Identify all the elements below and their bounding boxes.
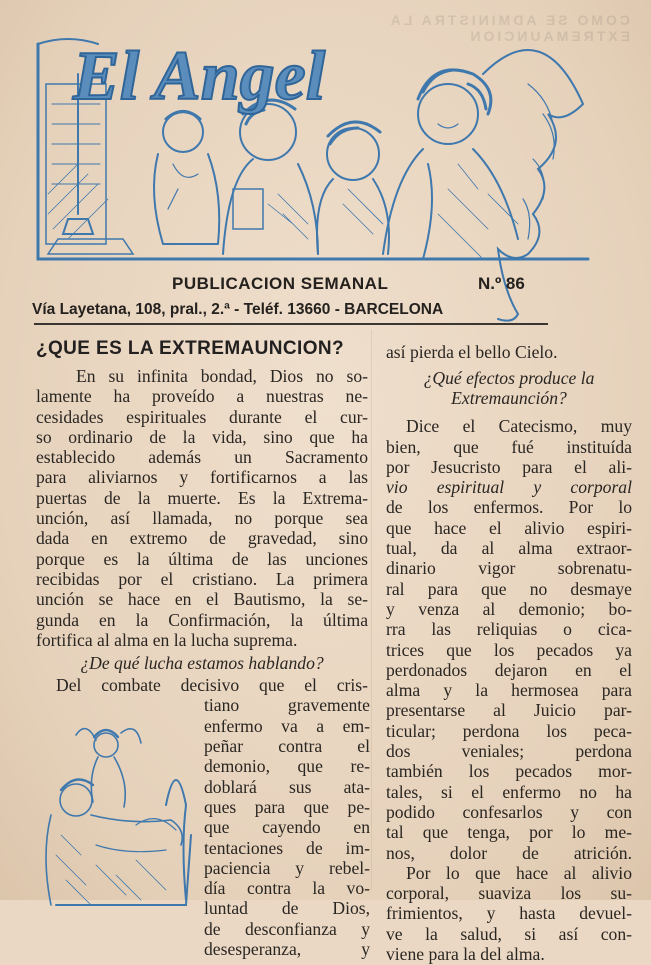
question-heading: ¿De qué lucha estamos hablando? bbox=[80, 653, 324, 674]
text-line: dos veniales; perdona bbox=[386, 741, 632, 762]
wrap-column bbox=[204, 695, 370, 959]
article-title: ¿QUE ES LA EXTREMAUNCION? bbox=[36, 338, 345, 359]
header-rule bbox=[34, 323, 548, 325]
text-line: enfermo va a em- bbox=[204, 715, 370, 736]
issue-number: N.º 86 bbox=[478, 274, 525, 293]
text-line: también los pecados mor- bbox=[386, 761, 632, 782]
text-line: peñar contra el bbox=[204, 736, 370, 757]
text-line: ques para que pe- bbox=[204, 796, 370, 817]
text-line: desesperanza, y bbox=[204, 939, 370, 960]
text-line: para aliviarnos y fortificarnos a las bbox=[36, 467, 368, 488]
text-line: puertas de la muerte. Es la Extrema- bbox=[36, 487, 368, 508]
text-line: lamente ha proveído a nuestras ne- bbox=[36, 386, 368, 407]
question-line: ¿Qué efectos produce la bbox=[423, 368, 595, 389]
text-line: Dice el Catecismo, muy bbox=[406, 416, 632, 437]
text-line: tiano gravemente bbox=[204, 695, 370, 716]
bleed-through-header: COMO SE ADMINISTRA LA EXTREMAUNCION bbox=[388, 12, 630, 44]
text-line: recibidas por el cristiano. La primera bbox=[36, 568, 368, 589]
text-line: tentaciones de im- bbox=[204, 837, 370, 858]
answer-first-line: Del combate decisivo que el cris- bbox=[56, 675, 368, 696]
text-line: unción se hace en el Bautismo, la se- bbox=[36, 589, 368, 610]
text-line: unción, así llamada, no porque sea bbox=[36, 508, 368, 529]
text-line: En su infinita bondad, Dios no so- bbox=[76, 366, 368, 386]
text-line: y venza al demonio; bo- bbox=[386, 598, 632, 619]
text-line: presentarse al Juicio par- bbox=[386, 700, 632, 721]
logo-text: El Angel bbox=[73, 38, 326, 115]
text-line: trices que los pecados ya bbox=[386, 639, 632, 660]
column-left bbox=[36, 338, 368, 965]
text-line: de desconfianza y bbox=[204, 918, 370, 939]
text-line: cesidades espirituales durante el cur- bbox=[36, 406, 368, 427]
wrapped-answer bbox=[36, 695, 368, 965]
text-line: dinario vigor sobrenatu- bbox=[386, 558, 632, 579]
text-line: día contra la vo- bbox=[204, 878, 370, 899]
text-line: ral para que no desmaye bbox=[386, 578, 632, 599]
text-line: fortifica al alma en la lucha suprema. bbox=[36, 629, 298, 650]
text-line: que hace el alivio espiri- bbox=[386, 517, 632, 538]
text-line: bien, que fué instituída bbox=[386, 436, 632, 457]
text-line: establecido además un Sacramento bbox=[36, 447, 368, 468]
text-line: frimientos, y hasta devuel- bbox=[386, 903, 632, 924]
question-line: Extremaunción? bbox=[451, 388, 567, 409]
address-line: Vía Layetana, 108, pral., 2.ª - Teléf. 13660 - BARCELONA bbox=[32, 301, 444, 318]
text-line: dada en extremo de gravedad, sino bbox=[36, 528, 368, 549]
text-line: so ordinario de la vida, sino que ha bbox=[36, 426, 368, 447]
text-line: vio espiritual y corporal bbox=[386, 477, 632, 498]
text-line: viene para la del alma. bbox=[386, 944, 545, 965]
text-line: ticular; perdona los peca- bbox=[386, 720, 632, 741]
continued-line: así pierda el bello Cielo. bbox=[386, 342, 558, 362]
text-line: nos, dolor de atrición. bbox=[386, 842, 632, 863]
text-line: tal que tenga, por lo me- bbox=[386, 822, 632, 843]
text-line: corporal, suaviza los su- bbox=[386, 883, 632, 904]
publication-line bbox=[0, 274, 651, 304]
text-line: doblará sus ata- bbox=[204, 776, 370, 797]
text-line: paciencia y rebel- bbox=[204, 857, 370, 878]
text-line: Por lo que hace al alivio bbox=[406, 862, 632, 883]
text-line: tual, da al alma extraor- bbox=[386, 538, 632, 559]
sickbed-illustration bbox=[36, 715, 196, 925]
text-line: de los enfermos. Por lo bbox=[386, 497, 632, 518]
text-line: ve la salud, si así con- bbox=[386, 923, 632, 944]
column-right bbox=[386, 342, 632, 964]
text-line: porque es la última de las unciones bbox=[36, 548, 368, 569]
text-line: que cayendo en bbox=[204, 817, 370, 838]
question-heading bbox=[386, 368, 632, 408]
text-line: tales, si el enfermo no ha bbox=[386, 781, 632, 802]
intro-paragraph bbox=[36, 366, 368, 650]
text-line: gunda en la Confirmación, la última bbox=[36, 609, 368, 630]
publication-label: PUBLICACION SEMANAL bbox=[172, 274, 389, 293]
text-line: luntad de Dios, bbox=[204, 898, 370, 919]
text-line: por Jesucristo para el ali- bbox=[386, 456, 632, 477]
text-line: alma y la hermosea para bbox=[386, 680, 632, 701]
text-line: rra las reliquias o cica- bbox=[386, 619, 632, 640]
column-gutter bbox=[371, 330, 372, 890]
text-line: perdonados dejaron en el bbox=[386, 659, 632, 680]
answer-paragraph bbox=[386, 416, 632, 964]
text-line: podido confesarlos y con bbox=[386, 801, 632, 822]
text-line: demonio, que re- bbox=[204, 756, 370, 777]
